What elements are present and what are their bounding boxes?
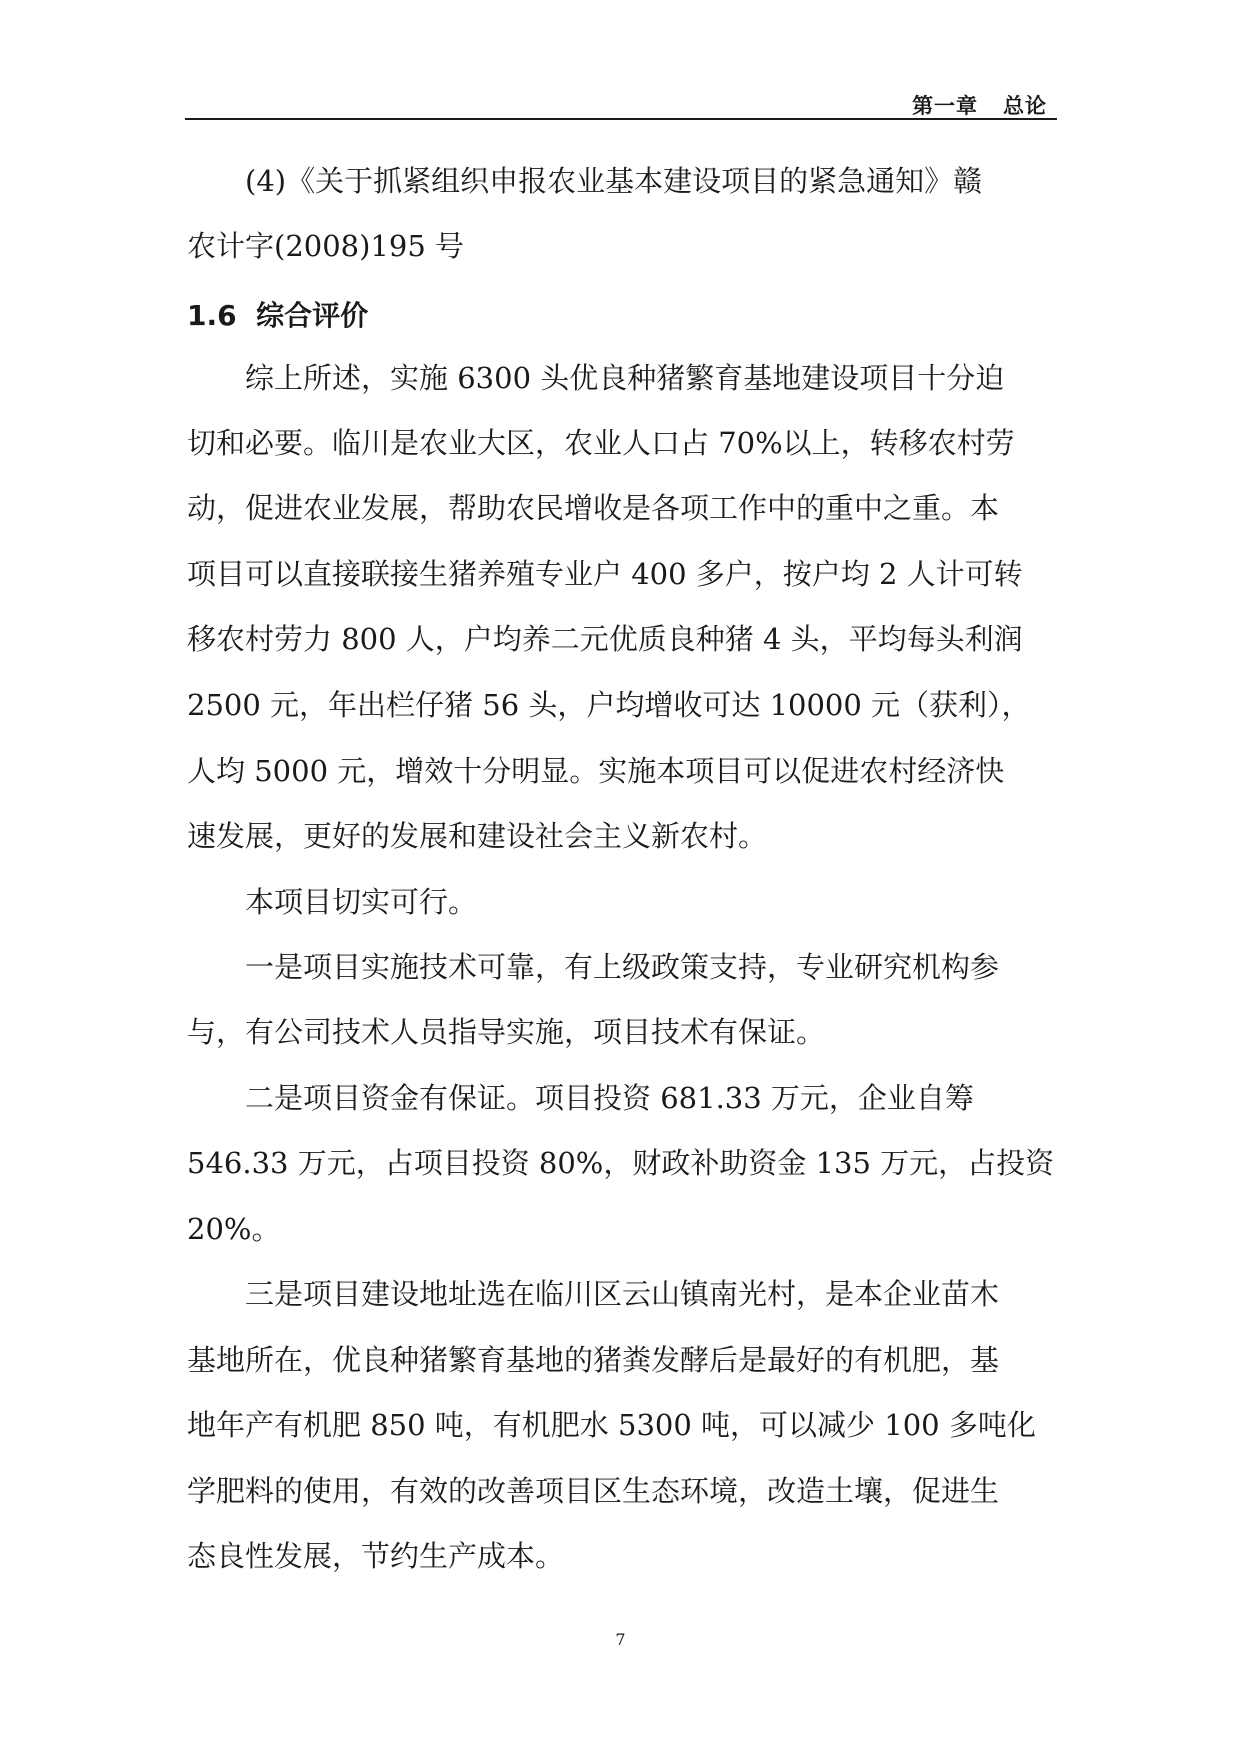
page-number: 7 xyxy=(615,1630,626,1649)
text-line: 二是项目资金有保证。项目投资 681.33 万元，企业自筹 xyxy=(245,1081,974,1115)
text-line: 2500 元，年出栏仔猪 56 头，户均增收可达 10000 元（获利）， xyxy=(187,688,1031,722)
text-line: 本项目切实可行。 xyxy=(245,885,478,919)
text-line: (4)《关于抓紧组织申报农业基本建设项目的紧急通知》赣 xyxy=(245,164,983,198)
text-line: 20%。 xyxy=(187,1212,281,1246)
text-line: 速发展，更好的发展和建设社会主义新农村。 xyxy=(187,819,768,853)
text-line: 切和必要。临川是农业大区，农业人口占 70%以上，转移农村劳 xyxy=(187,426,1015,460)
chapter-title: 第一章 总论 xyxy=(912,94,1047,118)
text-line: 综上所述，实施 6300 头优良种猪繁育基地建设项目十分迫 xyxy=(245,361,1005,395)
text-line: 动，促进农业发展，帮助农民增收是各项工作中的重中之重。本 xyxy=(187,491,1000,525)
text-line: 546.33 万元，占项目投资 80%，财政补助资金 135 万元，占投资 xyxy=(187,1146,1055,1180)
text-line: 态良性发展，节约生产成本。 xyxy=(187,1539,565,1573)
text-line: 移农村劳力 800 人，户均养二元优质良种猪 4 头，平均每头利润 xyxy=(187,622,1023,656)
section-heading: 1.6 综合评价 xyxy=(187,299,369,332)
text-line: 农计字(2008)195 号 xyxy=(187,229,465,263)
text-line: 基地所在，优良种猪繁育基地的猪粪发酵后是最好的有机肥，基 xyxy=(187,1343,1000,1377)
text-line: 一是项目实施技术可靠，有上级政策支持，专业研究机构参 xyxy=(245,950,1000,984)
text-line: 项目可以直接联接生猪养殖专业户 400 多户，按户均 2 人计可转 xyxy=(187,557,1023,591)
text-line: 人均 5000 元，增效十分明显。实施本项目可以促进农村经济快 xyxy=(187,754,1005,788)
text-line: 与，有公司技术人员指导实施，项目技术有保证。 xyxy=(187,1015,826,1049)
text-line: 学肥料的使用，有效的改善项目区生态环境，改造土壤，促进生 xyxy=(187,1474,1000,1508)
text-line: 地年产有机肥 850 吨，有机肥水 5300 吨，可以减少 100 多吨化 xyxy=(187,1408,1036,1442)
page-header xyxy=(185,86,1055,120)
text-line: 三是项目建设地址选在临川区云山镇南光村，是本企业苗木 xyxy=(245,1277,1000,1311)
header-rule xyxy=(185,118,1057,120)
